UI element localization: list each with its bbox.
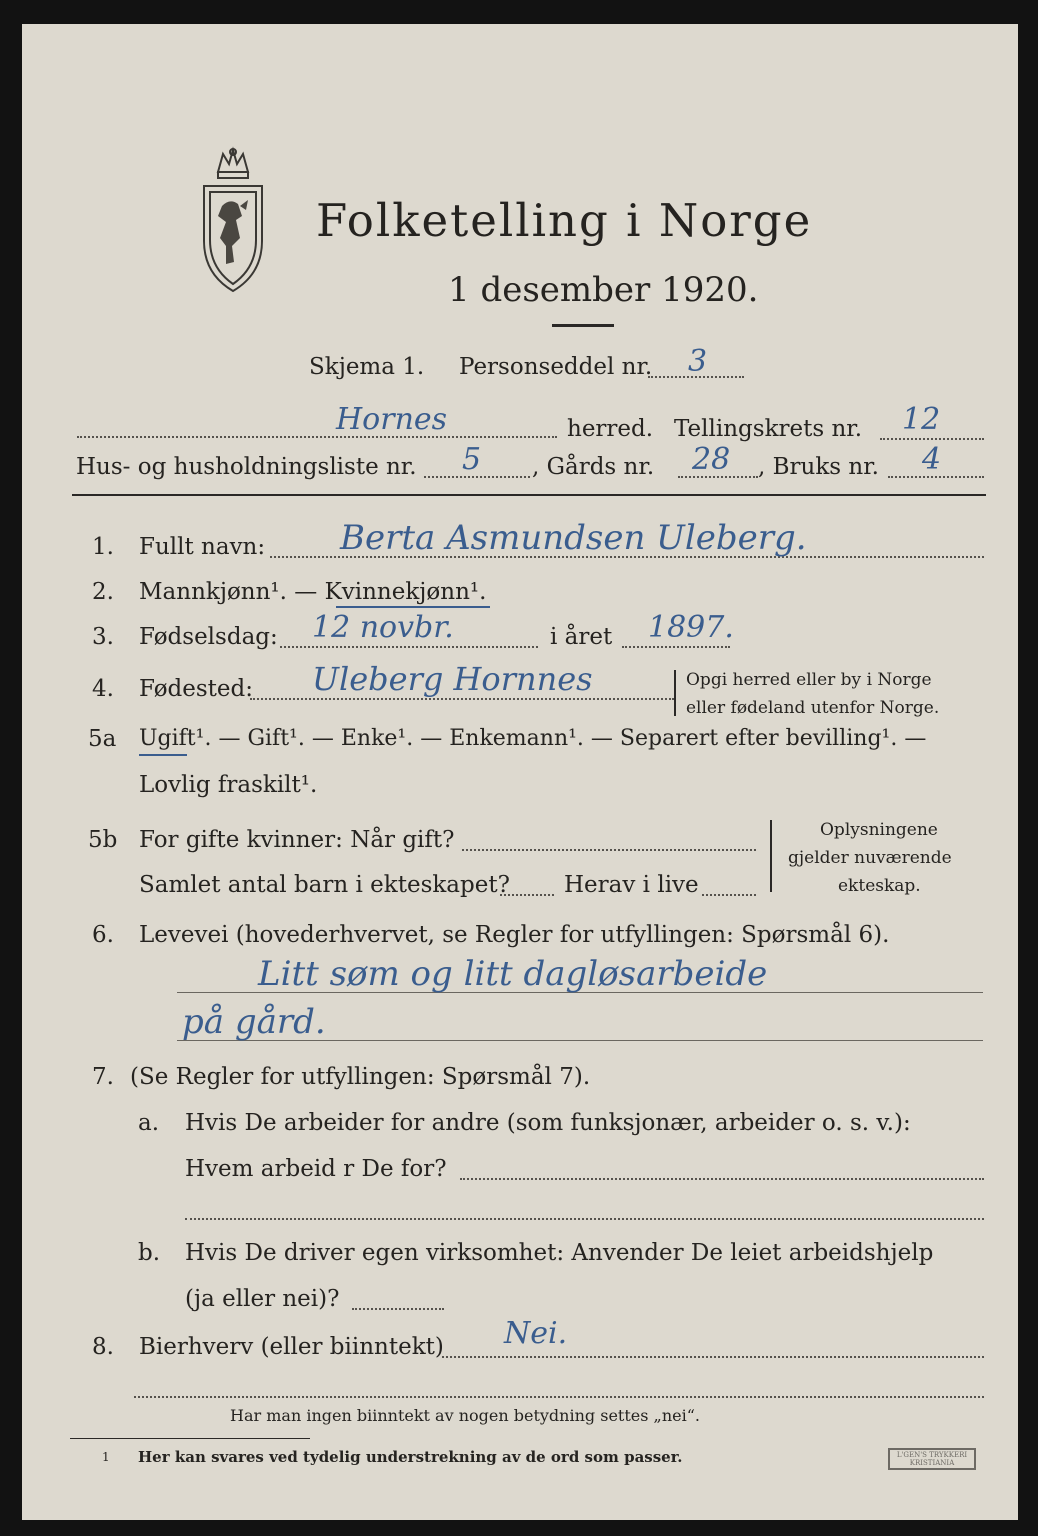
q7a-label: Hvis De arbeider for andre (som funksjonær, arbeider o. s. v.): bbox=[185, 1110, 911, 1136]
q4-value: Uleberg Hornnes bbox=[312, 660, 593, 698]
q4-line bbox=[250, 698, 674, 700]
herred-line bbox=[77, 436, 557, 438]
q7b-letter: b. bbox=[138, 1240, 161, 1266]
q8-number: 8. bbox=[92, 1334, 114, 1360]
q5a-underline bbox=[139, 754, 187, 756]
schema-label: Skjema 1. bbox=[309, 354, 425, 380]
q5b-note-2: gjelder nuværende bbox=[788, 848, 952, 868]
q4-label: Fødested: bbox=[139, 676, 254, 702]
q2-label: Mannkjønn¹. — Kvinnekjønn¹. bbox=[139, 579, 487, 605]
q2-number: 2. bbox=[92, 579, 114, 605]
q3-value: 12 novbr. bbox=[312, 610, 454, 645]
q5b-children-line bbox=[500, 894, 554, 896]
footnote-rule bbox=[70, 1438, 310, 1439]
q6-label: Levevei (hovederhvervet, se Regler for utfyllingen: Spørsmål 6). bbox=[139, 922, 890, 948]
q7-label: (Se Regler for utfyllingen: Spørsmål 7). bbox=[130, 1064, 591, 1090]
q3-year-label: i året bbox=[550, 624, 613, 650]
q4-bracket bbox=[674, 670, 676, 716]
q5b-label-3: Herav i live bbox=[564, 872, 699, 898]
tellingskrets-line bbox=[880, 438, 984, 440]
personseddel-label: Personseddel nr. bbox=[459, 354, 653, 380]
q5b-label-1: For gifte kvinner: Når gift? bbox=[139, 827, 455, 853]
gards-label: , Gårds nr. bbox=[532, 454, 655, 480]
q4-note-1: Opgi herred eller by i Norge bbox=[686, 670, 932, 690]
q5b-note-1: Oplysningene bbox=[820, 820, 938, 840]
q5b-bracket bbox=[770, 820, 772, 892]
census-form bbox=[22, 24, 1018, 1520]
printer-stamp bbox=[888, 1448, 976, 1470]
header-rule bbox=[72, 494, 986, 496]
bruks-label: , Bruks nr. bbox=[758, 454, 879, 480]
footnote-mark: 1 bbox=[102, 1450, 110, 1464]
printer-stamp-line-2: KRISTIANIA bbox=[909, 1459, 955, 1467]
printer-stamp-line-1: L'GEN'S TRYKKERI bbox=[896, 1451, 968, 1459]
q1-label: Fullt navn: bbox=[139, 534, 266, 560]
q7b-sub: (ja eller nei)? bbox=[185, 1286, 340, 1312]
q5b-note-3: ekteskap. bbox=[838, 876, 921, 896]
q7a-letter: a. bbox=[138, 1110, 160, 1136]
herred-value: Hornes bbox=[336, 402, 448, 437]
q8-value: Nei. bbox=[504, 1316, 568, 1351]
q8-line bbox=[442, 1356, 984, 1358]
q7b-line bbox=[352, 1308, 444, 1310]
q5b-alive-line bbox=[702, 894, 756, 896]
q3-line bbox=[280, 646, 538, 648]
q3-year-value: 1897. bbox=[648, 610, 734, 645]
bruks-value: 4 bbox=[922, 442, 942, 477]
q7b-label: Hvis De driver egen virksomhet: Anvender De leiet arbeidshjelp bbox=[185, 1240, 934, 1266]
q1-number: 1. bbox=[92, 534, 114, 560]
hus-label: Hus- og husholdningsliste nr. bbox=[76, 454, 417, 480]
q5a-number: 5a bbox=[88, 726, 117, 752]
q5a-line-2: Lovlig fraskilt¹. bbox=[139, 772, 318, 798]
q7a-sub: Hvem arbeid r De for? bbox=[185, 1156, 447, 1182]
gards-value: 28 bbox=[692, 442, 731, 477]
title-divider bbox=[552, 324, 614, 327]
q7-number: 7. bbox=[92, 1064, 114, 1090]
q3-year-line bbox=[622, 646, 730, 648]
q4-note-2: eller fødeland utenfor Norge. bbox=[686, 698, 940, 718]
q1-value: Berta Asmundsen Uleberg. bbox=[340, 518, 807, 558]
q3-label: Fødselsdag: bbox=[139, 624, 278, 650]
q3-number: 3. bbox=[92, 624, 114, 650]
q8-line-2 bbox=[134, 1396, 984, 1398]
q5b-number: 5b bbox=[88, 827, 118, 853]
form-title: Folketelling i Norge bbox=[316, 194, 813, 247]
q5b-married-line bbox=[462, 849, 756, 851]
norway-coat-of-arms-icon bbox=[196, 146, 270, 296]
q4-number: 4. bbox=[92, 676, 114, 702]
q6-value-1: Litt søm og litt dagløsarbeide bbox=[258, 954, 768, 994]
q8-label: Bierhverv (eller biinntekt) bbox=[139, 1334, 444, 1360]
footer-note: Har man ingen biinntekt av nogen betydning settes „nei“. bbox=[230, 1406, 700, 1425]
herred-label: herred. bbox=[567, 416, 654, 442]
q7a-line-1 bbox=[460, 1178, 984, 1180]
q6-number: 6. bbox=[92, 922, 114, 948]
hus-value: 5 bbox=[462, 442, 482, 477]
q6-value-2: på gård. bbox=[182, 1002, 326, 1042]
q5a-line-1: Ugift¹. — Gift¹. — Enke¹. — Enkemann¹. — Separert efter bevilling¹. — bbox=[139, 726, 927, 751]
q5b-label-2: Samlet antal barn i ekteskapet? bbox=[139, 872, 510, 898]
footnote-text: Her kan svares ved tydelig understrekning av de ord som passer. bbox=[138, 1448, 683, 1466]
tellingskrets-label: Tellingskrets nr. bbox=[674, 416, 863, 442]
q2-underline bbox=[336, 606, 490, 608]
q7a-line-2 bbox=[185, 1218, 984, 1220]
tellingskrets-value: 12 bbox=[902, 402, 941, 437]
form-date: 1 desember 1920. bbox=[448, 270, 759, 310]
personseddel-value: 3 bbox=[688, 344, 708, 379]
